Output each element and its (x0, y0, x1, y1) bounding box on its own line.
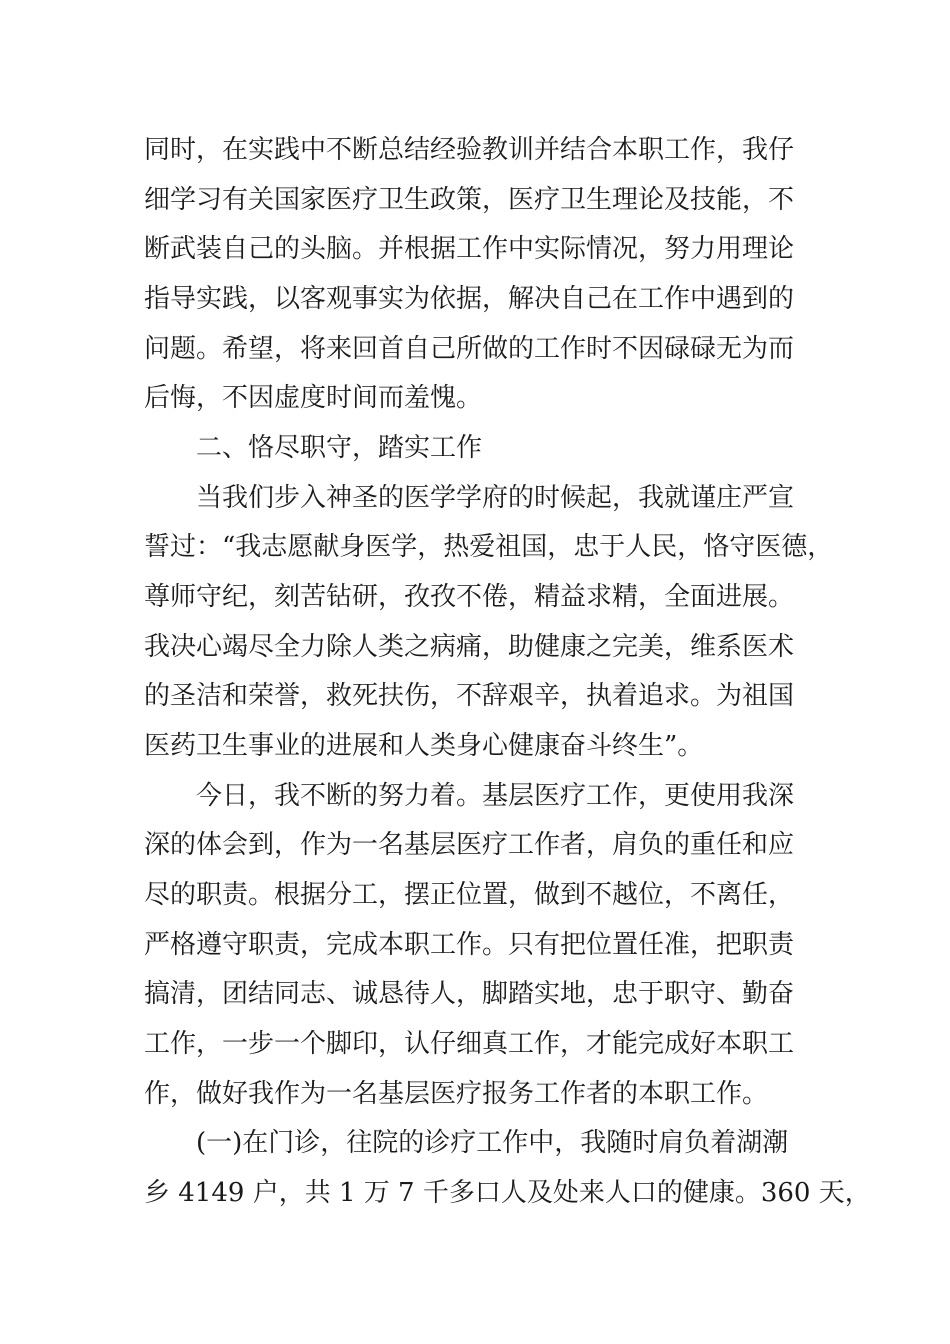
text-line: 严格遵守职责，完成本职工作。只有把位置任准，把职责 (144, 930, 795, 960)
text-line: 后悔，不因虚度时间而羞愧。 (144, 383, 483, 413)
text-line: 深的体会到，作为一名基层医疗工作者，肩负的重任和应 (144, 830, 795, 860)
text-line: 细学习有关国家医疗卫生政策，医疗卫生理论及技能，不 (144, 185, 795, 215)
text-line: 工作，一步一个脚印，认仔细真工作，才能完成好本职工 (144, 1029, 795, 1059)
text-line: 我决心竭尽全力除人类之病痛，助健康之完美，维系医术 (144, 632, 795, 662)
text-line: (一)在门诊，往院的诊疗工作中，我随时肩负着湖潮 (196, 1128, 789, 1158)
text-line: 当我们步入神圣的医学学府的时候起，我就谨庄严宣 (196, 483, 795, 513)
text-line: 尽的职责。根据分工，摆正位置，做到不越位，不离任， (144, 880, 795, 910)
text-line: 作，做好我作为一名基层医疗报务工作者的本职工作。 (144, 1079, 769, 1109)
text-line: 断武装自己的头脑。并根据工作中实际情况，努力用理论 (144, 234, 795, 264)
text-line: 誓过：“我志愿献身医学，热爱祖国，忠于人民，恪守医德， (144, 532, 834, 562)
text-line: 的圣洁和荣誉，救死扶伤，不辞艰辛，执着追求。为祖国 (144, 681, 795, 711)
text-line: 同时，在实践中不断总结经验教训并结合本职工作，我仔 (144, 135, 795, 165)
text-line: 乡 4149 户，共 1 万 7 千多口人及处来人口的健康。360 天， (144, 1178, 871, 1208)
text-line: 今日，我不断的努力着。基层医疗工作，更使用我深 (196, 781, 795, 811)
text-line: 医药卫生事业的进展和人类身心健康奋斗终生”。 (144, 731, 704, 761)
text-line: 问题。希望，将来回首自己所做的工作时不因碌碌无为而 (144, 334, 795, 364)
section-heading: 二、恪尽职守，踏实工作 (196, 433, 483, 463)
text-line: 指导实践，以客观事实为依据，解决自己在工作中遇到的 (144, 284, 795, 314)
text-line: 搞清，团结同志、诚恳待人，脚踏实地，忠于职守、勤奋 (144, 979, 795, 1009)
text-line: 尊师守纪，刻苦钻研，孜孜不倦，精益求精，全面进展。 (144, 582, 795, 612)
